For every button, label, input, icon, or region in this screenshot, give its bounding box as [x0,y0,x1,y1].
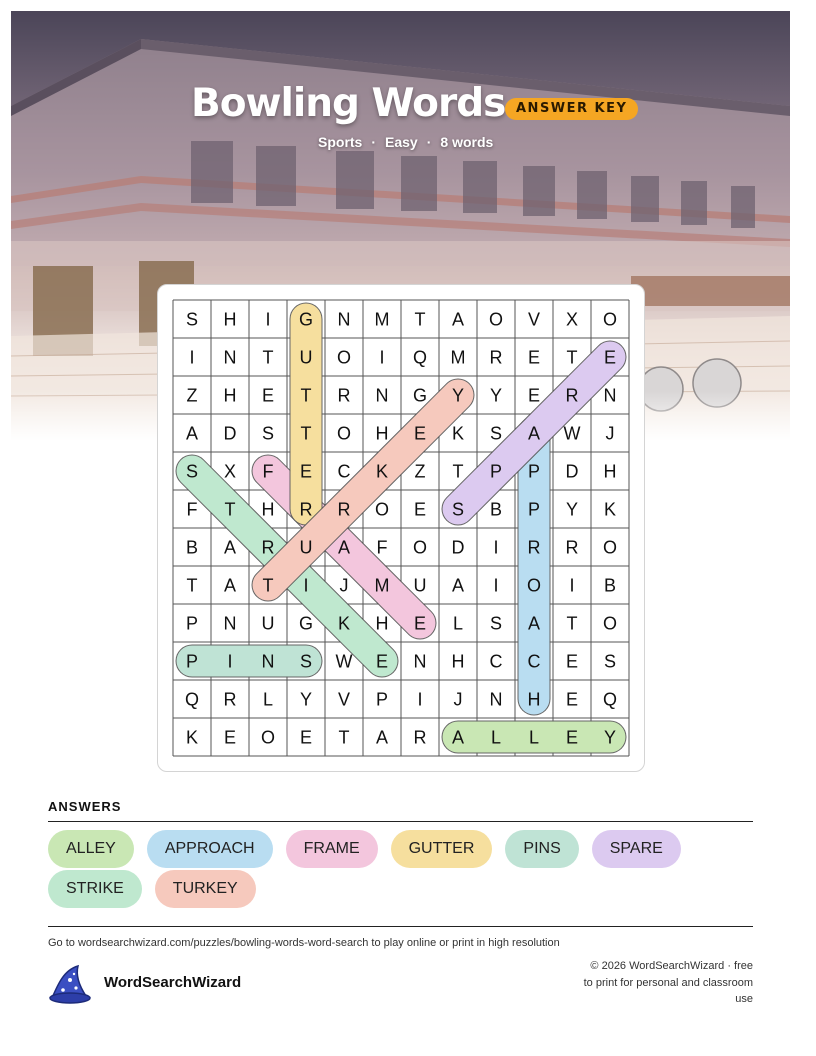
answer-chip: GUTTER [391,830,493,868]
grid-letter: E [375,651,389,672]
grid-letter: S [603,651,617,672]
divider [48,926,753,927]
grid-letter: O [260,727,276,748]
grid-letter: K [603,499,617,520]
grid-letter: N [375,385,389,406]
grid-letter: O [374,499,390,520]
grid-letter: Y [299,689,313,710]
grid-letter: T [224,499,236,520]
grid-letter: S [185,309,199,330]
grid-letter: T [186,575,198,596]
grid-letter: C [527,651,541,672]
grid-letter: U [299,537,313,558]
grid-letter: I [569,575,575,596]
grid-letter: E [565,727,579,748]
grid-letter: R [413,727,427,748]
answers-heading: ANSWERS [48,799,122,814]
grid-letter: P [375,689,389,710]
grid-letter: F [186,499,198,520]
footer-link-text: Go to wordsearchwizard.com/puzzles/bowling-words-word-search to play online or print in high resolution [48,937,560,949]
grid-letter: I [417,689,423,710]
grid-letter: U [261,613,275,634]
grid-letter: F [376,537,388,558]
grid-letter: G [412,385,428,406]
grid-letter: H [375,613,389,634]
grid-letter: N [489,689,503,710]
answer-chip: STRIKE [48,870,142,908]
grid-letter: N [223,613,237,634]
grid-letter: O [488,309,504,330]
grid-letter: E [527,385,541,406]
grid-letter: E [603,347,617,368]
grid-letter: A [527,613,541,634]
grid-letter: P [489,461,503,482]
grid-letter: S [489,423,503,444]
grid-letter: E [413,423,427,444]
grid-letter: P [527,461,541,482]
grid-letter: Q [602,689,618,710]
grid-letter: X [223,461,237,482]
grid-letter: Q [412,347,428,368]
grid-letter: E [527,347,541,368]
grid-letter: K [451,423,465,444]
grid-letter: H [603,461,617,482]
grid-letter: T [262,575,274,596]
meta-separator: · [426,134,432,150]
grid-letter: E [299,727,313,748]
grid-letter: V [527,309,541,330]
grid-letter: N [261,651,275,672]
grid-letter: T [262,347,274,368]
grid-letter: L [528,727,540,748]
grid-letter: I [265,309,271,330]
grid-letter: H [223,385,237,406]
grid-letter: M [450,347,466,368]
grid-letter: U [413,575,427,596]
grid-letter: N [223,347,237,368]
grid-letter: E [299,461,313,482]
grid-letter: R [527,537,541,558]
grid-letter: I [189,347,195,368]
grid-letter: Q [184,689,200,710]
grid-letter: T [566,613,578,634]
grid-letter: B [489,499,503,520]
grid-letter: K [185,727,199,748]
copyright-text: © 2026 WordSearchWizard · free to print for personal and classroom use [583,960,753,1005]
grid-letter: S [185,461,199,482]
grid-letter: R [223,689,237,710]
grid-letter: Y [603,727,617,748]
grid-letter: M [374,575,390,596]
grid-letter: D [223,423,237,444]
grid-letter: D [451,537,465,558]
grid-letter: L [262,689,274,710]
grid-letter: H [527,689,541,710]
answer-key-badge: ANSWER KEY [505,98,638,120]
grid-letter: A [223,575,237,596]
grid-letter: J [339,575,349,596]
grid-letter: P [527,499,541,520]
grid-letter: Y [451,385,465,406]
meta-word-count: 8 words [440,134,494,150]
grid-letter: J [453,689,463,710]
grid-letter: T [566,347,578,368]
grid-letter: R [489,347,503,368]
puzzle-meta [318,134,493,150]
grid-letter: O [526,575,542,596]
answer-chip: PINS [505,830,578,868]
grid-letter: Z [186,385,198,406]
grid-letter: D [565,461,579,482]
grid-letter: L [490,727,502,748]
wizard-hat-icon [48,962,94,1004]
grid-letter: A [185,423,199,444]
grid-letter: B [185,537,199,558]
grid-letter: T [338,727,350,748]
grid-letter: A [451,727,465,748]
grid-letter: G [298,309,314,330]
grid-letter: I [493,537,499,558]
grid-letter: V [337,689,351,710]
divider [48,821,753,822]
grid-letter: N [337,309,351,330]
meta-separator: · [371,134,377,150]
grid-letter: A [375,727,389,748]
grid-letter: H [375,423,389,444]
grid-letter: P [185,613,199,634]
grid-letter: A [337,537,351,558]
grid-letter: A [527,423,541,444]
grid-letter: Y [565,499,579,520]
meta-category: Sports [318,134,363,150]
grid-letter: S [451,499,465,520]
grid-letter: E [223,727,237,748]
grid-letter: N [603,385,617,406]
grid-letter: F [262,461,274,482]
grid-letter: J [605,423,615,444]
grid-letter: A [223,537,237,558]
grid-letter: O [412,537,428,558]
grid-letter: K [375,461,389,482]
grid-letter: U [299,347,313,368]
grid-letter: I [303,575,309,596]
grid-letter: Z [414,461,426,482]
grid-letter: H [261,499,275,520]
grid-letter: O [336,423,352,444]
grid-letter: S [261,423,275,444]
grid-letter: T [452,461,464,482]
answer-chip: TURKEY [155,870,256,908]
answer-chip: SPARE [592,830,681,868]
grid-letter: H [223,309,237,330]
grid-letter: E [413,499,427,520]
grid-letter: R [337,385,351,406]
grid-letter: S [299,651,313,672]
grid-letter: E [565,651,579,672]
grid-letter: C [337,461,351,482]
grid-letter: L [452,613,464,634]
grid-letter: T [414,309,426,330]
grid-letter: W [335,651,353,672]
grid-letter: R [337,499,351,520]
grid-letter: Y [489,385,503,406]
grid-letter: B [603,575,617,596]
grid-letter: M [374,309,390,330]
grid-letter: O [336,347,352,368]
answer-chip: APPROACH [147,830,273,868]
grid-letter: P [185,651,199,672]
grid-letter: N [413,651,427,672]
grid-letter: O [602,309,618,330]
grid-letter: O [602,613,618,634]
grid-letter: R [299,499,313,520]
grid-letter: I [227,651,233,672]
meta-difficulty: Easy [385,134,418,150]
page-title: Bowling Words [191,81,506,126]
grid-letter: E [413,613,427,634]
word-search-grid-card [157,284,645,772]
grid-letter: X [565,309,579,330]
answer-chip: FRAME [286,830,378,868]
grid-letter: W [563,423,581,444]
grid-letter: H [451,651,465,672]
word-search-grid [158,285,644,771]
answers-list [48,830,753,908]
grid-letter: A [451,575,465,596]
grid-letter: I [379,347,385,368]
grid-letter: R [261,537,275,558]
grid-letter: T [300,423,312,444]
brand-name: WordSearchWizard [104,974,242,991]
answer-chip: ALLEY [48,830,134,868]
grid-letter: G [298,613,314,634]
grid-letter: I [493,575,499,596]
grid-letter: E [261,385,275,406]
grid-letter: R [565,385,579,406]
grid-letter: R [565,537,579,558]
grid-letter: O [602,537,618,558]
grid-letter: E [565,689,579,710]
grid-letter: C [489,651,503,672]
grid-letter: A [451,309,465,330]
grid-letter: T [300,385,312,406]
grid-letter: K [337,613,351,634]
grid-letter: S [489,613,503,634]
